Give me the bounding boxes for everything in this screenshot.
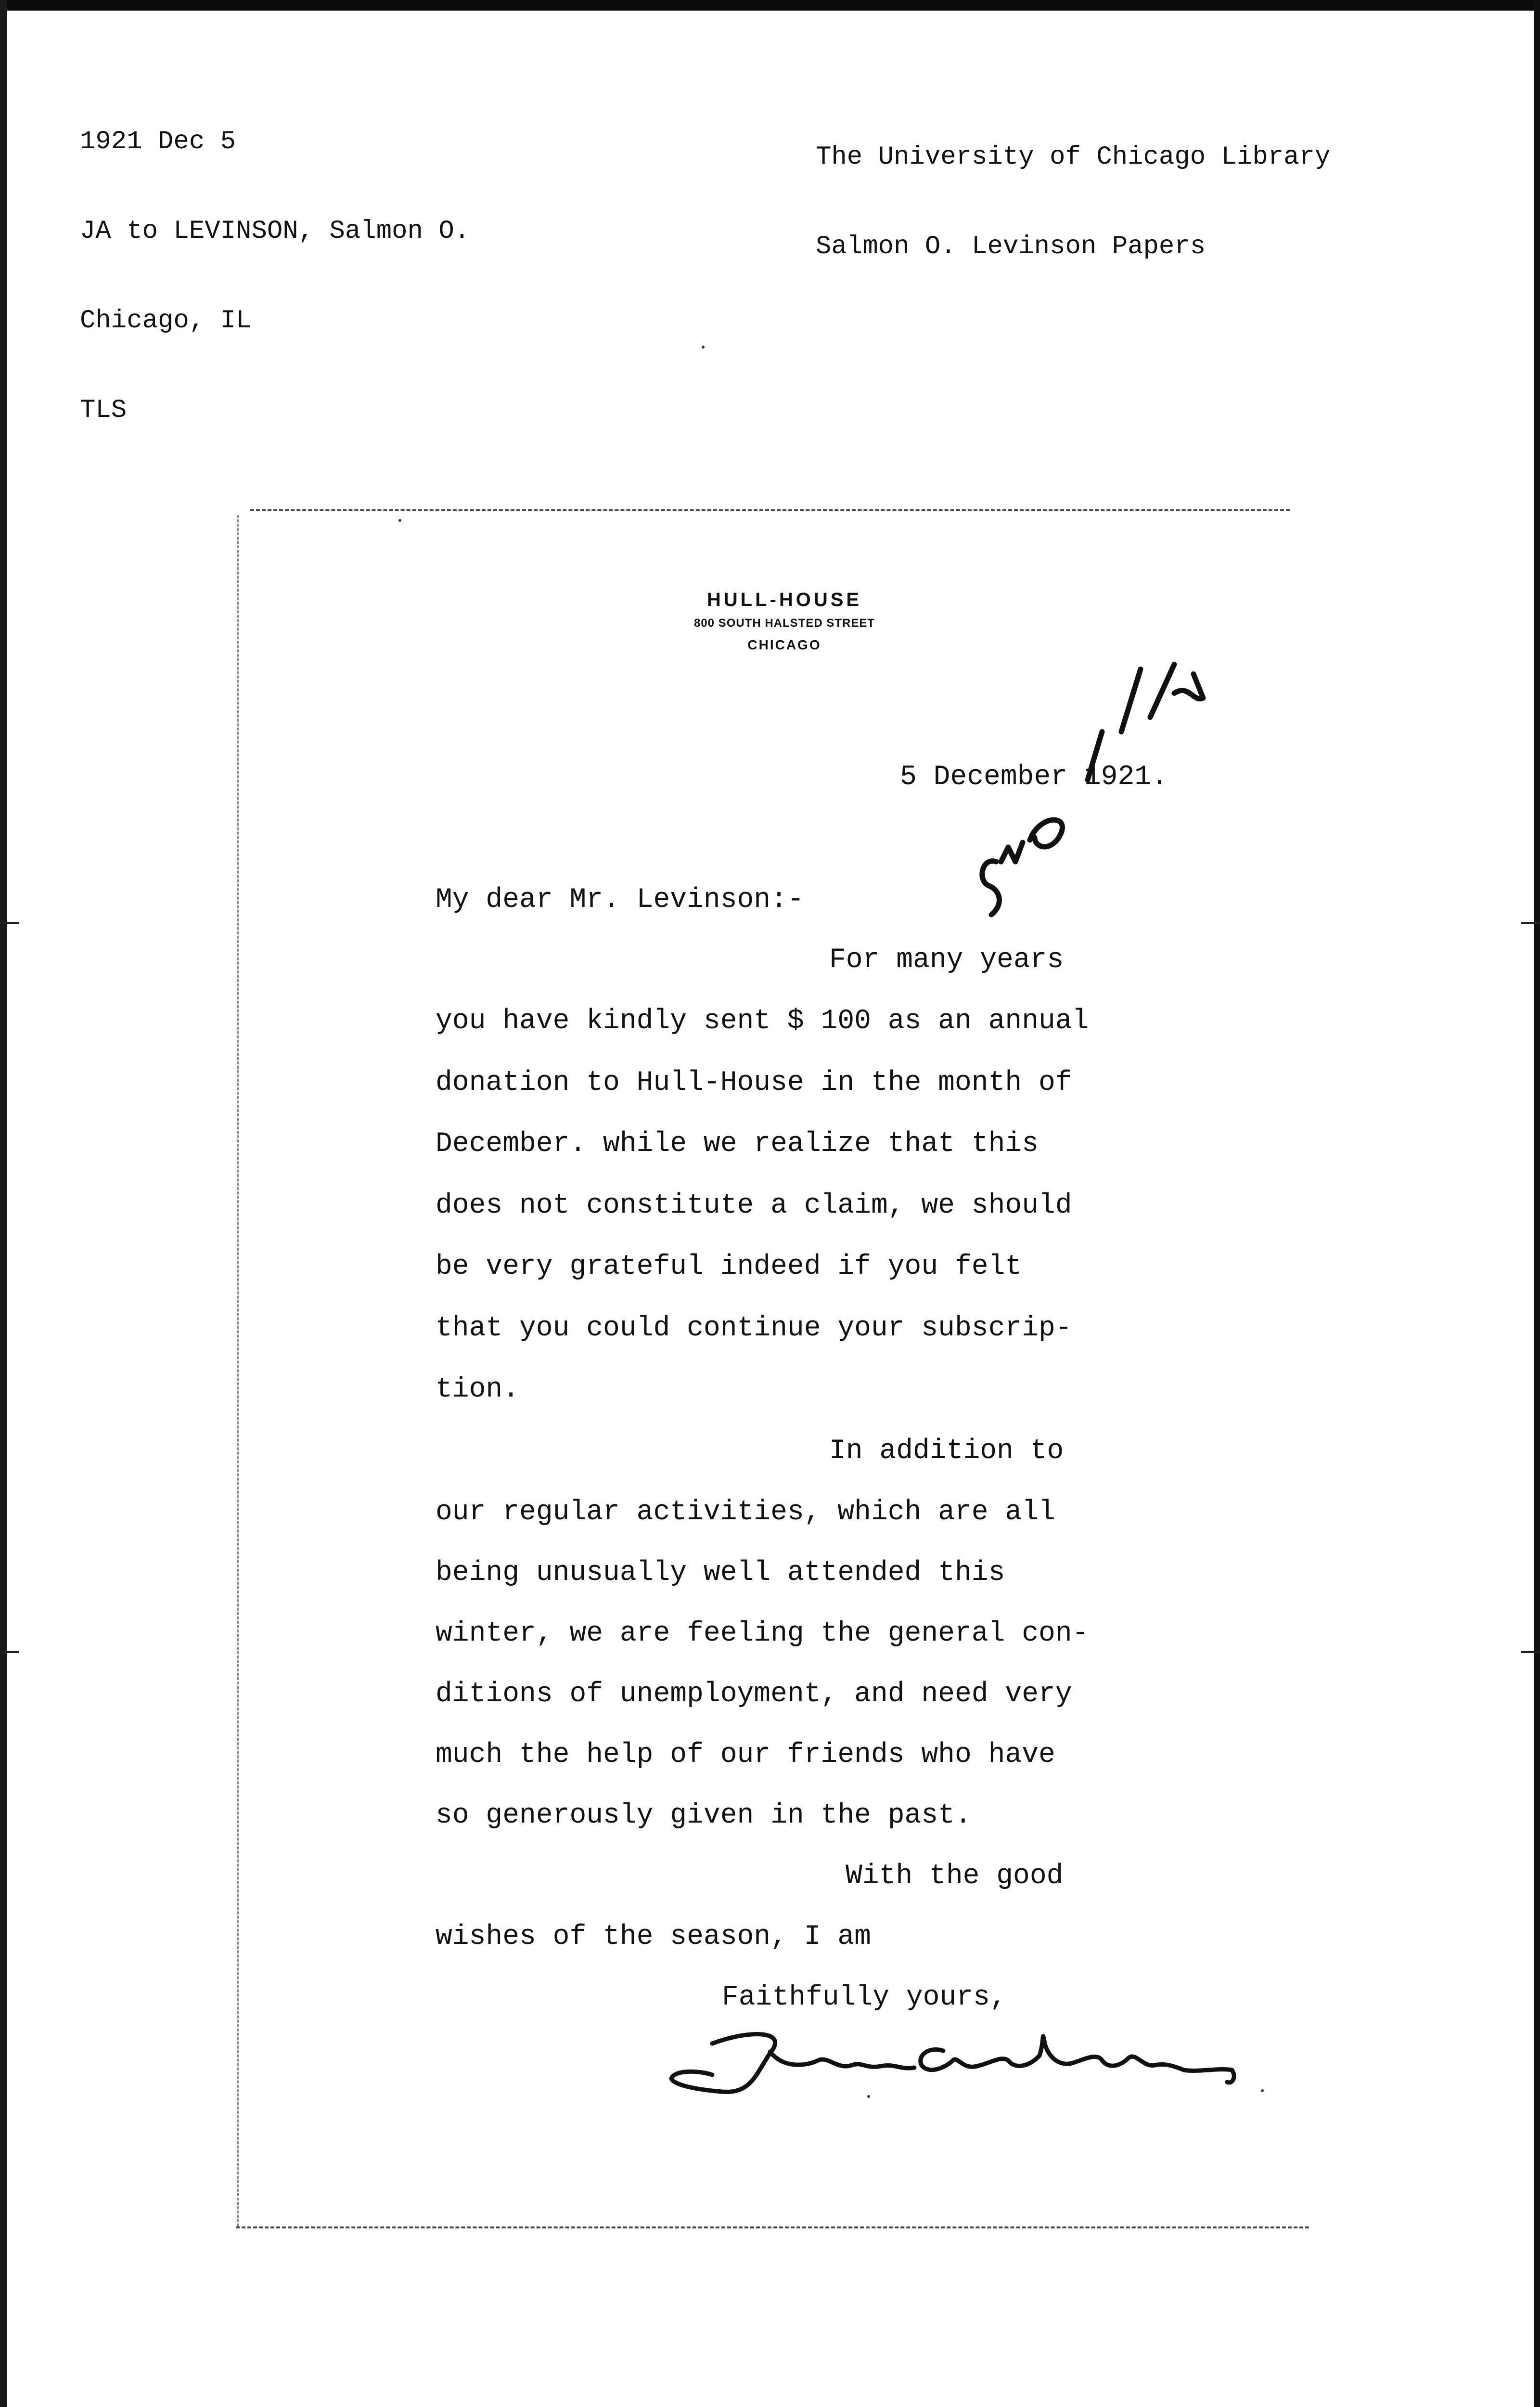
scan-speck: [398, 519, 401, 522]
letter-date: 5 December 1921.: [900, 762, 1168, 793]
closing: Faithfully yours,: [722, 1982, 1007, 2013]
body-line: December. while we realize that this: [436, 1128, 1039, 1160]
body-line: does not constitute a claim, we should: [436, 1190, 1072, 1221]
salutation: My dear Mr. Levinson:-: [436, 884, 804, 916]
body-line: be very grateful indeed if you felt: [436, 1251, 1022, 1282]
body-line: With the good: [846, 1861, 1064, 1892]
body-line: that you could continue your subscrip-: [436, 1313, 1072, 1344]
body-line: you have kindly sent $ 100 as an annual: [436, 1006, 1089, 1037]
body-line: much the help of our friends who have: [436, 1739, 1055, 1771]
body-line: our regular activities, which are all: [436, 1497, 1055, 1528]
scan-speck: [867, 2095, 870, 2098]
body-line: winter, we are feeling the general con-: [436, 1618, 1089, 1649]
scan-speck: [702, 346, 705, 349]
body-line: wishes of the season, I am: [436, 1921, 871, 1953]
archive-doc-type: TLS: [80, 396, 127, 425]
scan-speck: [1261, 2089, 1264, 2092]
letterhead-street: 800 SOUTH HALSTED STREET: [693, 617, 875, 630]
body-line: ditions of unemployment, and need very: [436, 1679, 1072, 1710]
letterhead-city: CHICAGO: [747, 637, 821, 652]
archive-correspondents: JA to LEVINSON, Salmon O.: [80, 217, 470, 246]
archive-collection: Salmon O. Levinson Papers: [816, 232, 1206, 261]
body-line: tion.: [436, 1374, 520, 1405]
body-line: For many years: [829, 945, 1064, 976]
letterhead-name: HULL-HOUSE: [706, 589, 862, 610]
archive-place: Chicago, IL: [80, 306, 252, 336]
body-line: In addition to: [829, 1436, 1064, 1467]
body-line: so generously given in the past.: [436, 1800, 972, 1831]
archive-library: The University of Chicago Library: [816, 142, 1331, 172]
archive-date: 1921 Dec 5: [80, 127, 236, 156]
body-line: donation to Hull-House in the month of: [436, 1067, 1072, 1099]
body-line: being unusually well attended this: [436, 1557, 1005, 1589]
